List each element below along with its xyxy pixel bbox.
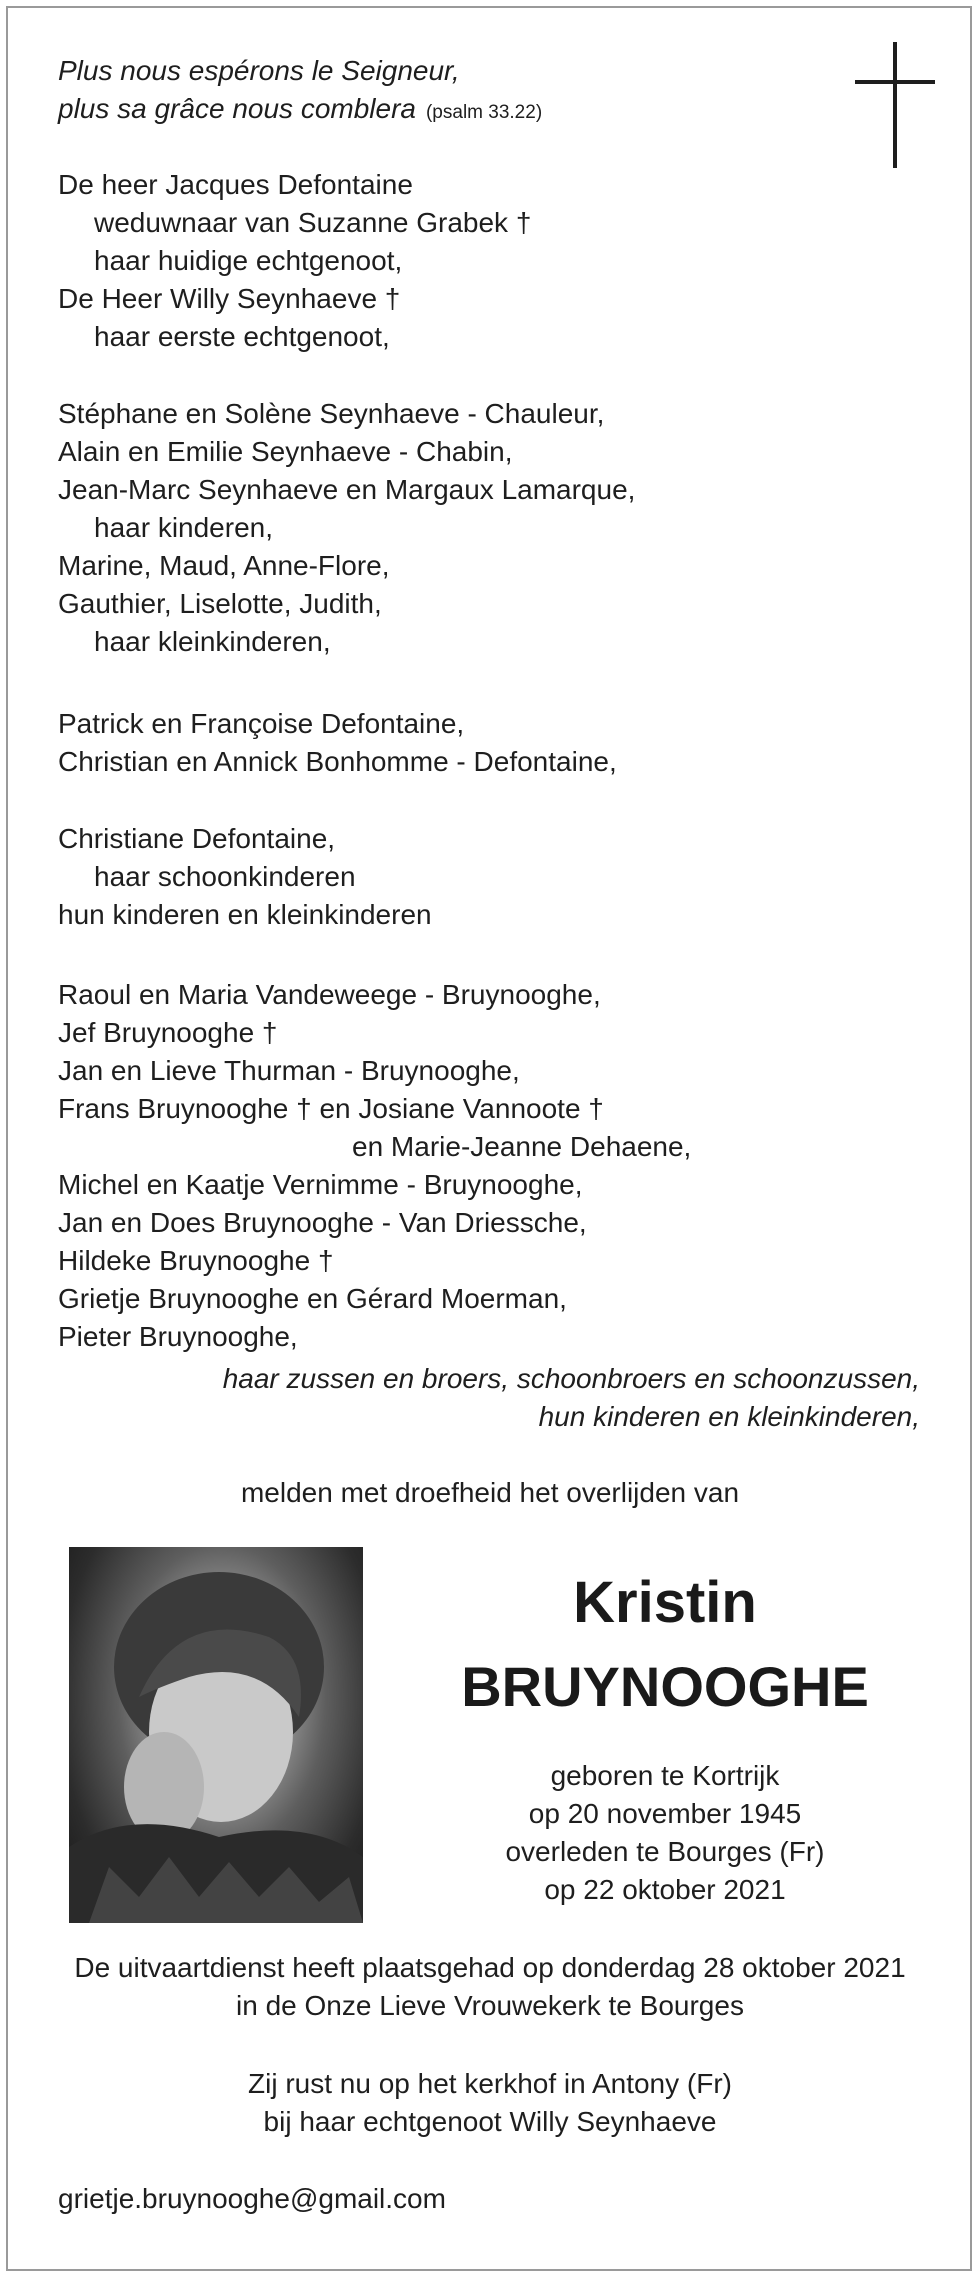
deceased-detail: op 22 oktober 2021 <box>544 1874 786 1905</box>
funeral-line: De uitvaartdienst heeft plaatsgehad op donderdag 28 oktober 2021 <box>74 1952 906 1983</box>
rest-line: Zij rust nu op het kerkhof in Antony (Fr) <box>248 2068 732 2099</box>
family-line: haar huidige echtgenoot, <box>94 245 403 276</box>
deceased-last-name: BRUYNOOGHE <box>461 1655 869 1718</box>
psalm-reference: (psalm 33.22) <box>425 102 543 123</box>
family-line: Raoul en Maria Vandeweege - Bruynooghe, <box>58 979 601 1010</box>
family-line: Michel en Kaatje Vernimme - Bruynooghe, <box>58 1169 583 1200</box>
motto-line-1: Plus nous espérons le Seigneur, <box>58 55 460 86</box>
family-line: en Marie-Jeanne Dehaene, <box>352 1131 692 1162</box>
deceased-detail: geboren te Kortrijk <box>550 1760 780 1791</box>
deceased-detail: overleden te Bourges (Fr) <box>505 1836 825 1867</box>
family-line: Grietje Bruynooghe en Gérard Moerman, <box>58 1283 567 1314</box>
family-line: Jean-Marc Seynhaeve en Margaux Lamarque, <box>58 474 636 505</box>
family-line: Jef Bruynooghe † <box>58 1017 278 1048</box>
family-line: Marine, Maud, Anne-Flore, <box>58 550 390 581</box>
cross-icon <box>855 42 935 172</box>
family-line: weduwnaar van Suzanne Grabek † <box>94 207 532 238</box>
deceased-detail: op 20 november 1945 <box>528 1798 802 1829</box>
family-line: Stéphane en Solène Seynhaeve - Chauleur, <box>58 398 605 429</box>
family-line: haar schoonkinderen <box>94 861 356 892</box>
family-line: haar kinderen, <box>94 512 274 543</box>
family-line: haar kleinkinderen, <box>94 626 331 657</box>
family-line: De heer Jacques Defontaine <box>58 169 413 200</box>
family-line: Patrick en Françoise Defontaine, <box>58 708 465 739</box>
rest-line: bij haar echtgenoot Willy Seynhaeve <box>263 2106 717 2137</box>
family-line: Frans Bruynooghe † en Josiane Vannoote † <box>58 1093 604 1124</box>
family-line: Alain en Emilie Seynhaeve - Chabin, <box>58 436 513 467</box>
deceased-first-name: Kristin <box>573 1570 757 1635</box>
siblings-note: hun kinderen en kleinkinderen, <box>538 1401 920 1432</box>
family-line: Pieter Bruynooghe, <box>58 1321 298 1352</box>
portrait-photo <box>69 1547 363 1923</box>
funeral-line: in de Onze Lieve Vrouwekerk te Bourges <box>236 1990 744 2021</box>
family-line: De Heer Willy Seynhaeve † <box>58 283 401 314</box>
family-line: Hildeke Bruynooghe † <box>58 1245 334 1276</box>
family-line: Gauthier, Liselotte, Judith, <box>58 588 382 619</box>
announcement: melden met droefheid het overlijden van <box>240 1477 740 1508</box>
family-line: Christian en Annick Bonhomme - Defontaine, <box>58 746 617 777</box>
family-line: Jan en Lieve Thurman - Bruynooghe, <box>58 1055 520 1086</box>
family-line: haar eerste echtgenoot, <box>94 321 390 352</box>
siblings-note: haar zussen en broers, schoonbroers en schoonzussen, <box>222 1363 920 1394</box>
motto-line-2: plus sa grâce nous comblera (psalm 33.22) <box>58 93 543 124</box>
family-line: Christiane Defontaine, <box>58 823 336 854</box>
family-line: hun kinderen en kleinkinderen <box>58 899 432 930</box>
contact-email: grietje.bruynooghe@gmail.com <box>58 2183 446 2214</box>
family-line: Jan en Does Bruynooghe - Van Driessche, <box>58 1207 587 1238</box>
